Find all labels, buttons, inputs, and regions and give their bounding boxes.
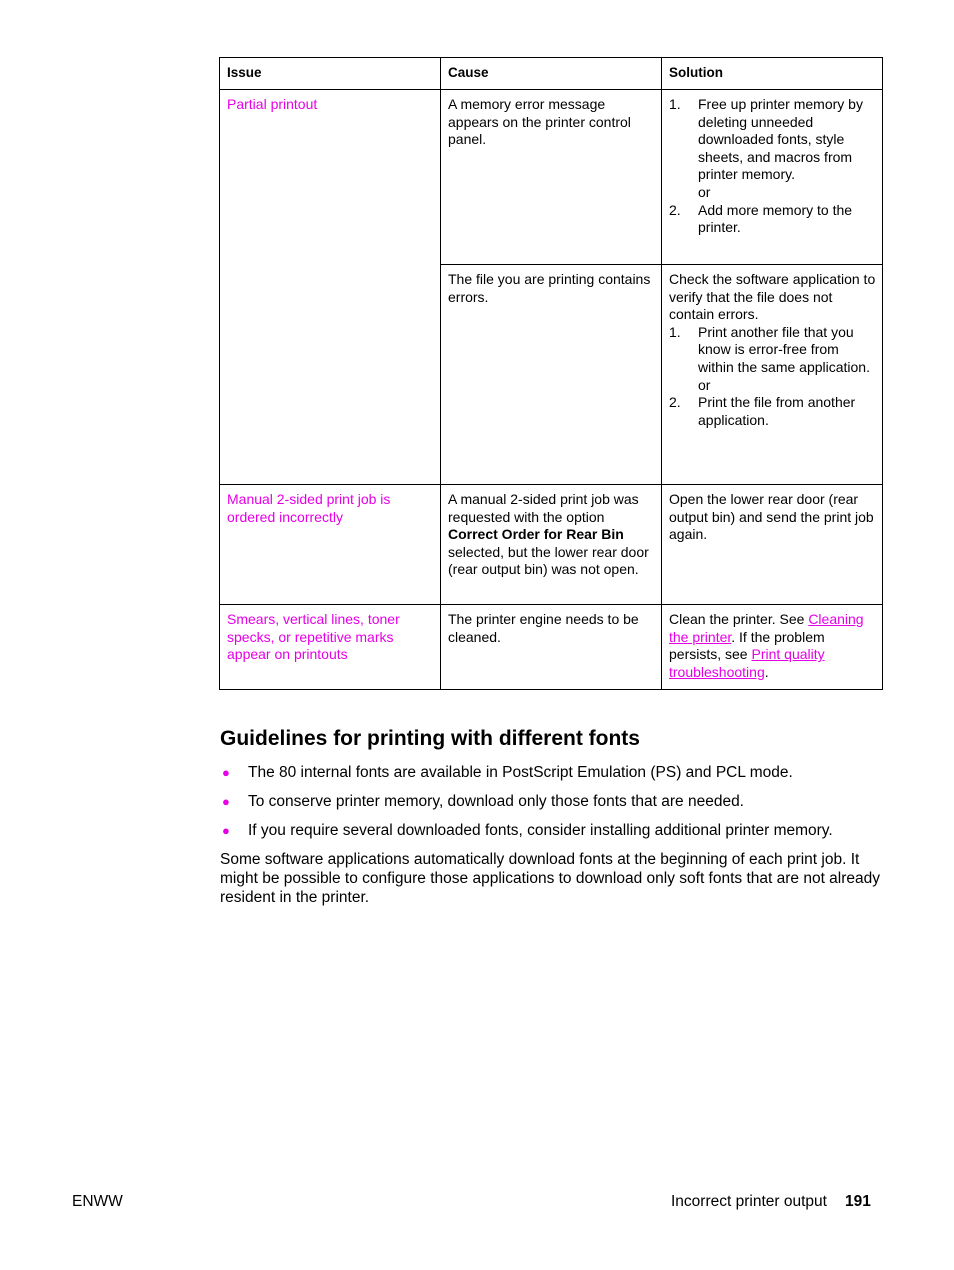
solution-step: [669, 394, 876, 429]
solution-intro: Check the software application to verify that the file does not contain errors.: [669, 271, 876, 323]
cause-cell: [441, 90, 662, 265]
solution-cell: [662, 90, 883, 265]
list-item-text: To conserve printer memory, download only those fonts that are needed.: [248, 793, 744, 810]
step-text: Free up printer memory by deleting unneeded downloaded fonts, style sheets, and macros from printer memory.: [698, 96, 863, 183]
solution-step: [669, 202, 876, 237]
solution-text: Open the lower rear door (rear output bin) and send the print job again.: [669, 491, 874, 543]
table-row: [220, 485, 883, 605]
step-text: Print another file that you know is error-free from within the same application.: [698, 323, 870, 375]
footer-section-title: Incorrect printer output: [671, 1193, 827, 1210]
list-item-text: If you require several downloaded fonts, consider installing additional printer memory.: [248, 822, 833, 839]
cleaning-printer-link[interactable]: Cleaning the printer: [669, 611, 864, 645]
step-number: 1.: [669, 323, 681, 340]
table-row: [220, 605, 883, 690]
step-number: 2.: [669, 201, 681, 218]
troubleshooting-table: [219, 57, 883, 690]
header-cause: Cause: [441, 58, 662, 90]
step-text: Add more memory to the printer.: [698, 201, 853, 236]
issue-link-partial-printout[interactable]: Partial printout: [227, 96, 318, 112]
solution-cell: [662, 485, 883, 605]
solution-steps: [669, 394, 876, 429]
header-solution: Solution: [662, 58, 883, 90]
list-item-text: The 80 internal fonts are available in PostScript Emulation (PS) and PCL mode.: [248, 764, 793, 781]
guideline-list: [220, 763, 833, 850]
step-text: Print the file from another application.: [698, 394, 856, 428]
bullet-icon: ●: [222, 823, 230, 838]
section-heading: Guidelines for printing with different fonts: [220, 727, 640, 750]
cause-text: The printer engine needs to be cleaned.: [448, 611, 639, 645]
page-number: 191: [844, 1193, 871, 1210]
solution-text: .: [764, 663, 769, 680]
footer-right: [671, 1192, 871, 1211]
solution-cell: [662, 265, 883, 485]
bullet-icon: ●: [222, 794, 230, 809]
body-paragraph: Some software applications automatically download fonts at the beginning of each print job. It might be possible to configure those applications to download only soft fonts that are not already resident in the printer.: [220, 851, 881, 906]
table-header-row: [220, 58, 883, 90]
option-name: Correct Order for Rear Bin: [448, 526, 624, 543]
footer-left-label: ENWW: [72, 1193, 123, 1210]
or-text: or: [698, 183, 711, 200]
issue-cell: [220, 90, 441, 485]
cause-text: selected, but the lower rear door (rear output bin) was not open.: [448, 543, 649, 578]
issue-cell: [220, 485, 441, 605]
solution-text: Clean the printer. See: [669, 611, 805, 627]
print-quality-link[interactable]: Print quality troubleshooting: [669, 646, 825, 680]
solution-text: . If the problem persists, see: [669, 628, 825, 663]
cause-cell: [441, 265, 662, 485]
issue-cell: [220, 605, 441, 690]
solution-steps: [669, 202, 876, 237]
issue-link-smears[interactable]: Smears, vertical lines, toner specks, or repetitive marks appear on printouts: [227, 611, 400, 663]
list-item: [220, 763, 833, 782]
cause-cell: [441, 605, 662, 690]
solution-steps: [669, 96, 876, 184]
header-issue: Issue: [220, 58, 441, 90]
issue-link-manual-duplex[interactable]: Manual 2-sided print job is ordered incorrectly: [227, 491, 391, 525]
solution-steps: [669, 324, 876, 377]
bullet-icon: ●: [222, 765, 230, 780]
cause-text: A manual 2-sided print job was requested with the option: [448, 491, 639, 525]
cause-cell: [441, 485, 662, 605]
or-text: or: [698, 376, 711, 393]
solution-step: [669, 96, 876, 184]
list-item: [220, 821, 833, 840]
cause-text: The file you are printing contains errors.: [448, 271, 651, 305]
step-number: 2.: [669, 394, 681, 411]
step-number: 1.: [669, 96, 681, 112]
solution-cell: [662, 605, 883, 690]
cause-text: A memory error message appears on the printer control panel.: [448, 96, 631, 148]
solution-step: [669, 324, 876, 377]
list-item: [220, 792, 833, 811]
table-row: [220, 90, 883, 265]
